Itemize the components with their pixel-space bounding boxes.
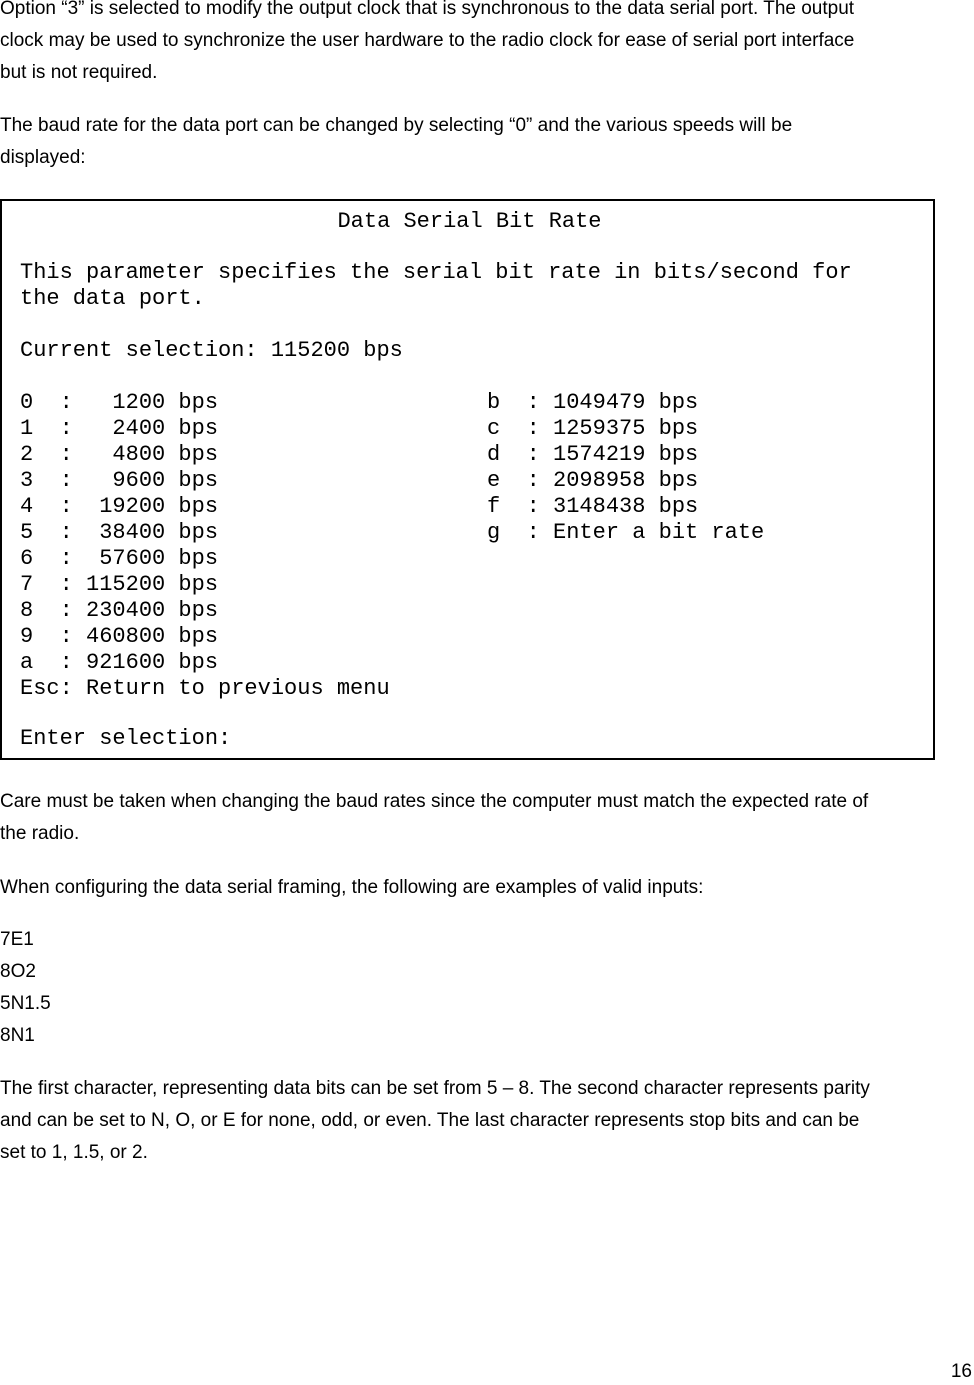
framing-intro-line: When configuring the data serial framing, the following are examples of valid inputs: — [0, 877, 704, 898]
terminal-title: Data Serial Bit Rate — [337, 209, 602, 234]
terminal-escape-line: Esc: Return to previous menu — [20, 676, 390, 701]
intro-line: but is not required. — [0, 62, 158, 83]
terminal-option-left: 7 : 115200 bps — [20, 572, 219, 597]
care-paragraph — [0, 786, 972, 850]
baud-intro-line: displayed: — [0, 147, 86, 168]
terminal-option-right: e : 2098958 bps — [487, 468, 699, 493]
terminal-description-line: the data port. — [20, 286, 205, 311]
framing-example: 8O2 — [0, 961, 36, 982]
framing-intro-paragraph — [0, 872, 972, 904]
terminal-option-left: 4 : 19200 bps — [20, 494, 219, 519]
terminal-option-right: d : 1574219 bps — [487, 442, 699, 467]
baud-intro-paragraph — [0, 110, 972, 174]
terminal-option-right: g : Enter a bit rate — [487, 520, 765, 545]
intro-paragraph — [0, 0, 972, 89]
terminal-current-selection: Current selection: 115200 bps — [20, 338, 403, 363]
terminal-description-line: This parameter specifies the serial bit rate in bits/second for — [20, 260, 852, 285]
framing-example: 5N1.5 — [0, 993, 51, 1014]
terminal-prompt: Enter selection: — [20, 726, 232, 751]
framing-explanation-line: set to 1, 1.5, or 2. — [0, 1142, 148, 1163]
terminal-option-left: 0 : 1200 bps — [20, 390, 219, 415]
framing-explanation-line: The first character, representing data bits can be set from 5 – 8. The second character represents parity — [0, 1078, 870, 1099]
framing-example: 8N1 — [0, 1025, 35, 1046]
terminal-option-right: c : 1259375 bps — [487, 416, 699, 441]
care-line: the radio. — [0, 823, 80, 844]
terminal-option-left: 6 : 57600 bps — [20, 546, 219, 571]
terminal-option-right: b : 1049479 bps — [487, 390, 699, 415]
terminal-option-left: 3 : 9600 bps — [20, 468, 219, 493]
care-line: Care must be taken when changing the baud rates since the computer must match the expected rate of — [0, 791, 869, 812]
page-number: 16 — [950, 1361, 972, 1382]
framing-example: 7E1 — [0, 929, 34, 950]
terminal-option-right: f : 3148438 bps — [487, 494, 699, 519]
terminal-option-left: 9 : 460800 bps — [20, 624, 219, 649]
intro-line: Option “3” is selected to modify the output clock that is synchronous to the data serial port. The output — [0, 0, 855, 19]
framing-examples-list — [0, 924, 972, 1052]
terminal-option-left: 8 : 230400 bps — [20, 598, 219, 623]
framing-explanation-paragraph — [0, 1073, 972, 1169]
terminal-screen — [0, 199, 935, 760]
framing-explanation-line: and can be set to N, O, or E for none, odd, or even. The last character represents stop bits and can be — [0, 1110, 860, 1131]
terminal-option-left: 2 : 4800 bps — [20, 442, 219, 467]
terminal-option-left: 1 : 2400 bps — [20, 416, 219, 441]
terminal-option-left: a : 921600 bps — [20, 650, 219, 675]
terminal-option-left: 5 : 38400 bps — [20, 520, 219, 545]
baud-intro-line: The baud rate for the data port can be changed by selecting “0” and the various speeds will be — [0, 115, 793, 136]
intro-line: clock may be used to synchronize the user hardware to the radio clock for ease of serial port interface — [0, 30, 855, 51]
